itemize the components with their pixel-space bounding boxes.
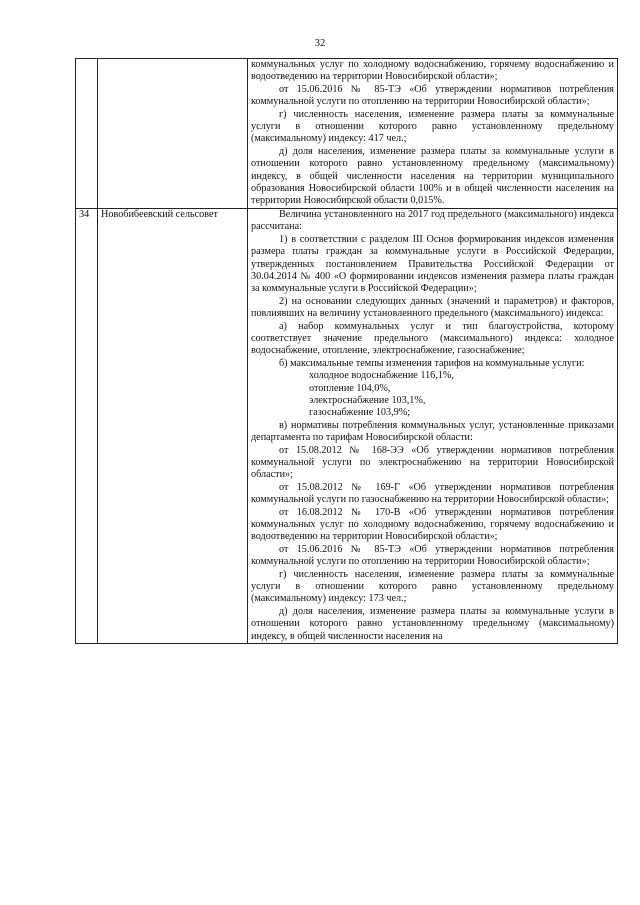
description-cell [248,59,618,209]
tariff-item: газоснабжение 103,9%; [309,407,411,419]
paragraph: от 15.08.2012 № 168-ЭЭ «Об утверждении нормативов потребления коммунальной услуги по электроснабжению на территории Новосибирской области»; [251,444,614,481]
paragraph: д) доля населения, изменение размера платы за коммунальные услуги в отношении которого равно установленному предельному (максимальному) индексу, в общей численности населения на [251,605,614,642]
tariff-item: холодное водоснабжение 116,1%, [309,370,454,382]
description-cell [248,208,618,643]
municipality-cell: Новобибеевский сельсовет [98,208,248,643]
paragraph: от 16.08.2012 № 170-В «Об утверждении нормативов потребления коммунальных услуг по холодному водоснабжению, горячему водоснабжению и водоотведению на территории Новосибирской области»; [251,506,614,543]
paragraph: от 15.06.2016 № 85-ТЭ «Об утверждении нормативов потребления коммунальной услуги по отоплению на территории Новосибирской области»; [251,83,614,108]
paragraph: г) численность населения, изменение размера платы за коммунальные услуги в отношении которого равно установленному предельному (максимальному) индексу: 417 чел.; [251,108,614,145]
paragraph: а) набор коммунальных услуг и тип благоустройства, которому соответствует значение предельного (максимального) индекса: холодное водоснабжение, отопление, электроснабжение, газоснабжение; [251,320,614,357]
row-number-cell [76,59,98,209]
paragraph: 2) на основании следующих данных (значений и параметров) и факторов, повлиявших на величину установленного предельного (максимального) индекса: [251,295,614,320]
paragraph: в) нормативы потребления коммунальных услуг, установленные приказами департамента по тарифам Новосибирской области: [251,419,614,444]
document-table [75,58,618,644]
paragraph: от 15.08.2012 № 169-Г «Об утверждении нормативов потребления коммунальной услуги по газоснабжению на территории Новосибирской области»; [251,481,614,506]
paragraph: г) численность населения, изменение размера платы за коммунальные услуги в отношении которого равно установленному предельному (максимальному) индексу: 173 чел.; [251,568,614,605]
row-number-cell: 34 [76,208,98,643]
table-row [76,208,618,643]
municipality-cell [98,59,248,209]
table-row [76,59,618,209]
page-number: 32 [314,38,326,49]
tariff-list [251,370,614,420]
tariff-item: отопление 104,0%, [309,382,391,394]
tariff-item: электроснабжение 103,1%, [309,394,426,406]
paragraph: Величина установленного на 2017 год предельного (максимального) индекса рассчитана: [251,208,614,233]
paragraph: 1) в соответствии с разделом III Основ формирования индексов изменения размера платы граждан за коммунальные услуги в Российской Федерации, утвержденных постановлением Правительства Российской Федерации от 30.04.2014 № 400 «О формировании индексов изменения размера платы граждан за коммунальные услуги в Российской Федерации»; [251,233,614,295]
paragraph: коммунальных услуг по холодному водоснабжению, горячему водоснабжению и водоотведению на территории Новосибирской области»; [251,59,614,83]
paragraph: от 15.06.2016 № 85-ТЭ «Об утверждении нормативов потребления коммунальной услуги по отоплению на территории Новосибирской области»; [251,543,614,568]
paragraph: б) максимальные темпы изменения тарифов на коммунальные услуги: [279,357,585,369]
paragraph: д) доля населения, изменение размера платы за коммунальные услуги в отношении которого равно установленному предельному (максимальному) индексу, в общей численности населения на территории муниципального образования Новосибирской области 100% и в общей численности населения на территории Новосибирской области 0,015%. [251,145,614,207]
